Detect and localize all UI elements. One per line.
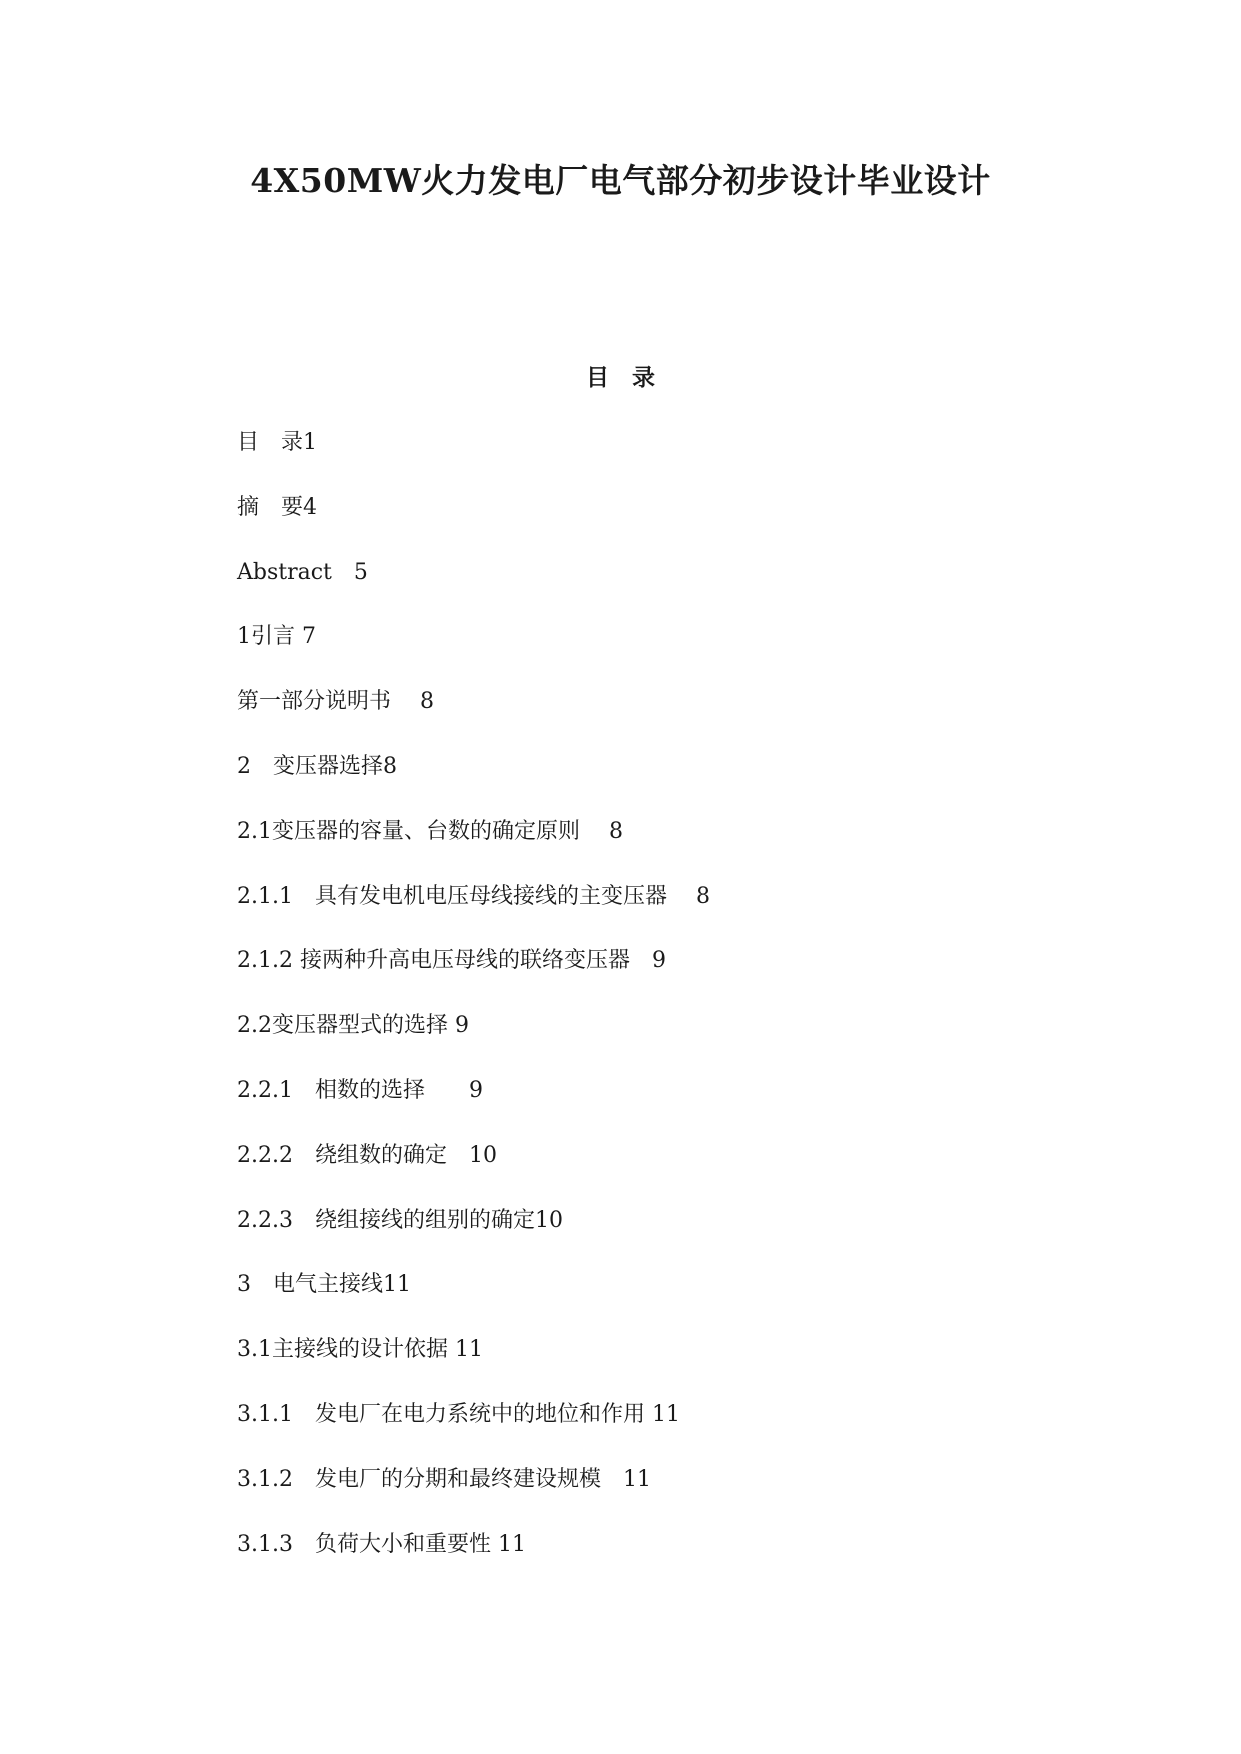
toc-entry-3-1-3[interactable]: 3.1.3 负荷大小和重要性 11 (237, 1531, 526, 1557)
toc-entry-2-1-2[interactable]: 2.1.2 接两种升高电压母线的联络变压器 9 (237, 948, 666, 974)
toc-entry-abstract-en[interactable]: Abstract 5 (237, 559, 368, 585)
toc-entry-2[interactable]: 2 变压器选择8 (237, 753, 397, 779)
toc-entry-introduction[interactable]: 1引言 7 (237, 624, 316, 650)
toc-heading: 目 录 (586, 364, 655, 391)
toc-entry-3-1[interactable]: 3.1主接线的设计依据 11 (237, 1337, 483, 1363)
toc-entry-2-2-1[interactable]: 2.2.1 相数的选择 9 (237, 1077, 483, 1103)
toc-entry-abstract-cn[interactable]: 摘 要4 (237, 494, 317, 520)
toc-entry-2-2[interactable]: 2.2变压器型式的选择 9 (237, 1013, 469, 1039)
toc-entry-3-1-2[interactable]: 3.1.2 发电厂的分期和最终建设规模 11 (237, 1466, 651, 1492)
toc-entry-3[interactable]: 3 电气主接线11 (237, 1272, 411, 1298)
toc-entry-2-1[interactable]: 2.1变压器的容量、台数的确定原则 8 (237, 818, 623, 844)
table-of-contents (237, 427, 710, 1593)
toc-entry-2-2-3[interactable]: 2.2.3 绕组接线的组别的确定10 (237, 1207, 563, 1233)
document-title: 4X50MW火力发电厂电气部分初步设计毕业设计 (250, 161, 991, 200)
toc-entry-2-2-2[interactable]: 2.2.2 绕组数的确定 10 (237, 1142, 497, 1168)
toc-entry-3-1-1[interactable]: 3.1.1 发电厂在电力系统中的地位和作用 11 (237, 1401, 680, 1427)
toc-entry-part-one[interactable]: 第一部分说明书 8 (237, 689, 434, 715)
toc-entry-contents[interactable]: 目 录1 (237, 430, 317, 455)
toc-entry-2-1-1[interactable]: 2.1.1 具有发电机电压母线接线的主变压器 8 (237, 883, 710, 909)
